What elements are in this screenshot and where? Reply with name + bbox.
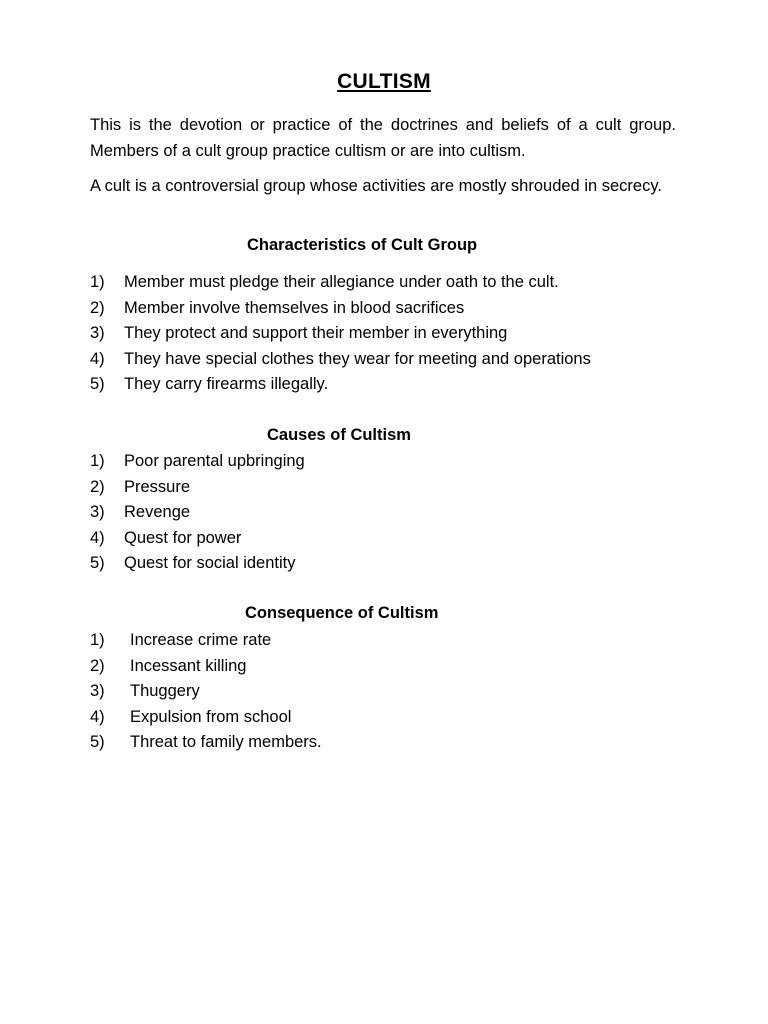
definition-paragraph: A cult is a controversial group whose activities are mostly shrouded in secrecy. [90, 177, 662, 195]
list-item-number: 1) [90, 631, 105, 649]
section-heading-characteristics: Characteristics of Cult Group [247, 236, 478, 254]
section-heading-causes: Causes of Cultism [267, 426, 411, 444]
list-item-number: 1) [90, 452, 105, 470]
list-item [90, 551, 305, 577]
list-item-number: 4) [90, 528, 105, 547]
list-item [90, 321, 591, 347]
list-item-number: 2) [90, 298, 105, 317]
list-item-text: Quest for power [124, 528, 242, 547]
list-item-text: They protect and support their member in everything [124, 324, 508, 343]
list-item-text: Pressure [124, 477, 191, 496]
list-item [90, 500, 305, 526]
list-item-number: 5) [90, 733, 105, 752]
list-item-number: 3) [90, 503, 105, 522]
list-item-text: Expulsion from school [130, 707, 292, 726]
causes-list [90, 449, 305, 577]
list-item-text: Member involve themselves in blood sacrifices [124, 298, 465, 317]
list-item [90, 347, 591, 373]
list-item-number: 5) [90, 554, 105, 573]
list-item-text: Poor parental upbringing [124, 452, 305, 470]
list-item-text: Threat to family members. [130, 733, 322, 752]
intro-paragraph: This is the devotion or practice of the doctrines and beliefs of a cult group. Members of a cult group practice cultism or are into cultism. [90, 116, 676, 160]
list-item-number: 2) [90, 477, 105, 496]
list-item-text: Thuggery [130, 682, 200, 701]
list-item-text: They have special clothes they wear for meeting and operations [124, 349, 591, 368]
list-item-number: 1) [90, 273, 105, 291]
list-item-text: Member must pledge their allegiance under oath to the cult. [124, 273, 559, 291]
list-item-text: Quest for social identity [124, 554, 296, 573]
list-item [90, 270, 591, 296]
list-item [90, 705, 322, 731]
list-item [90, 526, 305, 552]
consequences-list [90, 628, 322, 756]
list-item [90, 296, 591, 322]
list-item-text: Increase crime rate [130, 631, 272, 649]
list-item [90, 372, 591, 398]
list-item [90, 730, 322, 756]
list-item-number: 3) [90, 682, 105, 701]
list-item-number: 3) [90, 324, 105, 343]
characteristics-list [90, 270, 591, 398]
list-item [90, 628, 322, 654]
list-item-number: 4) [90, 349, 105, 368]
list-item-text: Incessant killing [130, 656, 247, 675]
list-item [90, 475, 305, 501]
list-item-number: 2) [90, 656, 105, 675]
document-title: CULTISM [337, 70, 431, 93]
list-item [90, 449, 305, 475]
list-item-text: They carry firearms illegally. [124, 375, 329, 394]
list-item-number: 5) [90, 375, 105, 394]
list-item-number: 4) [90, 707, 105, 726]
list-item [90, 679, 322, 705]
list-item-text: Revenge [124, 503, 191, 522]
section-heading-consequences: Consequence of Cultism [245, 604, 439, 622]
list-item [90, 654, 322, 680]
